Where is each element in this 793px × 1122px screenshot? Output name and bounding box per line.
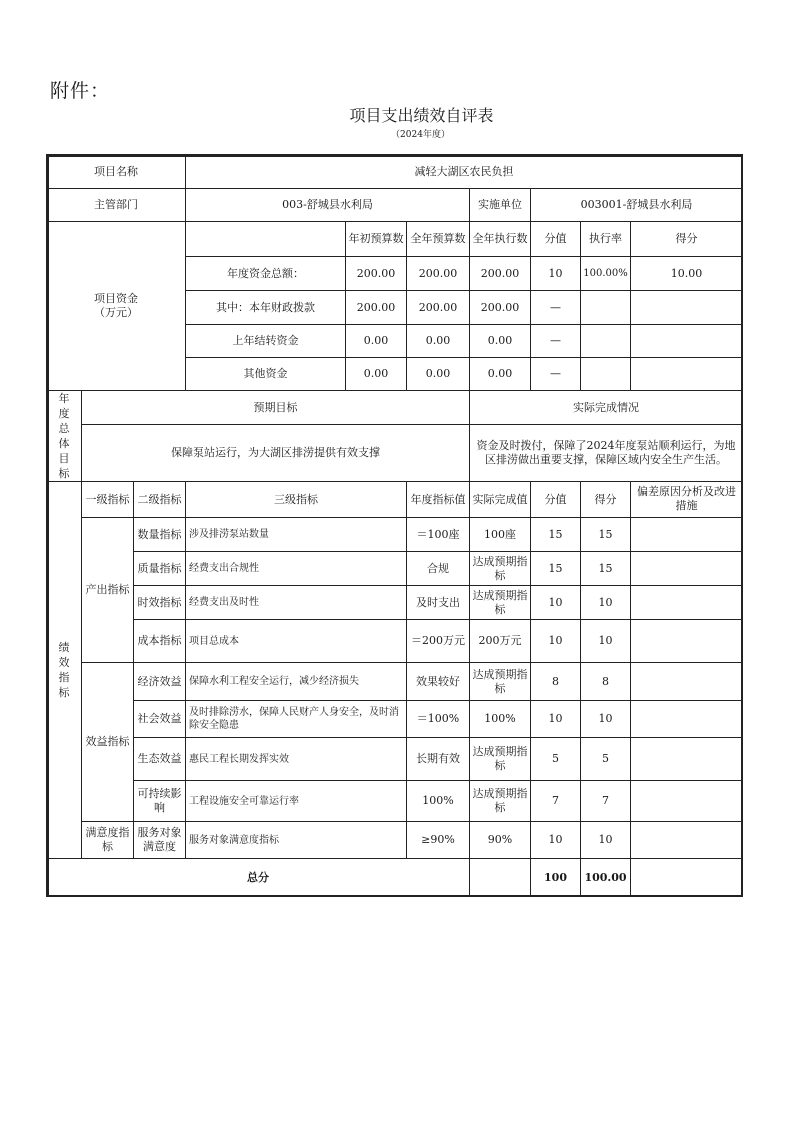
funds-cell-executed: 0.00 <box>469 357 531 391</box>
funds-cell-weight: — <box>530 290 581 325</box>
ind-level3: 涉及排涝泵站数量 <box>185 517 407 552</box>
funds-cell-weight: — <box>530 357 581 391</box>
total-blank <box>469 858 531 897</box>
funds-cell-rate <box>580 357 631 391</box>
total-remark <box>630 858 743 897</box>
funds-cell-annual: 200.00 <box>406 290 470 325</box>
ind-actual: 达成预期指标 <box>469 780 531 822</box>
ind-target: ＝100座 <box>406 517 470 552</box>
ind-remark <box>630 585 743 620</box>
funds-cell-rate <box>580 290 631 325</box>
ind-weight: 10 <box>530 700 581 738</box>
ind-level3: 保障水利工程安全运行，减少经济损失 <box>185 662 407 701</box>
funds-cell-rate <box>580 324 631 358</box>
funds-header-2: 全年执行数 <box>469 221 531 257</box>
funds-cell-initial: 0.00 <box>345 324 407 358</box>
goals-label: 年 度 总 体 目 标 <box>46 390 82 482</box>
ind-remark <box>630 619 743 663</box>
funds-cell-score: 10.00 <box>630 256 743 291</box>
funds-header-5: 得分 <box>630 221 743 257</box>
funds-row-name: 其中：本年财政拨款 <box>185 290 346 325</box>
project-name-value: 减轻大湖区农民负担 <box>185 154 743 189</box>
ind-weight: 15 <box>530 551 581 586</box>
ind-actual: 达成预期指标 <box>469 662 531 701</box>
funds-cell-annual: 0.00 <box>406 324 470 358</box>
ind-header-target: 年度指标值 <box>406 481 470 518</box>
ind-remark <box>630 517 743 552</box>
funds-cell-weight: — <box>530 324 581 358</box>
ind-remark <box>630 821 743 859</box>
ind-target: 效果较好 <box>406 662 470 701</box>
funds-cell-executed: 0.00 <box>469 324 531 358</box>
ind-target: ＝100% <box>406 700 470 738</box>
ind-actual: 200万元 <box>469 619 531 663</box>
ind-level2: 经济效益 <box>133 662 186 701</box>
ind-group-satisfaction: 满意度指标 <box>81 821 134 859</box>
ind-level3: 经费支出合规性 <box>185 551 407 586</box>
project-name-label: 项目名称 <box>46 154 186 189</box>
ind-header-level3: 三级指标 <box>185 481 407 518</box>
ind-level2: 数量指标 <box>133 517 186 552</box>
goals-expected-header: 预期目标 <box>81 390 470 425</box>
funds-row-name: 年度资金总额： <box>185 256 346 291</box>
funds-cell-initial: 200.00 <box>345 256 407 291</box>
ind-target: ＝200万元 <box>406 619 470 663</box>
ind-score: 10 <box>580 821 631 859</box>
funds-cell-initial: 0.00 <box>345 357 407 391</box>
ind-score: 5 <box>580 737 631 781</box>
ind-weight: 8 <box>530 662 581 701</box>
ind-weight: 10 <box>530 619 581 663</box>
ind-level3: 惠民工程长期发挥实效 <box>185 737 407 781</box>
ind-header-score: 得分 <box>580 481 631 518</box>
ind-score: 10 <box>580 700 631 738</box>
ind-level2: 社会效益 <box>133 700 186 738</box>
unit-label: 实施单位 <box>469 188 531 222</box>
unit-value: 003001-舒城县水利局 <box>530 188 743 222</box>
ind-actual: 90% <box>469 821 531 859</box>
funds-cell-annual: 200.00 <box>406 256 470 291</box>
ind-level3: 及时排除涝水，保障人民财产人身安全，及时消除安全隐患 <box>185 700 407 738</box>
funds-cell-initial: 200.00 <box>345 290 407 325</box>
ind-header-level1: 一级指标 <box>81 481 134 518</box>
ind-level3: 服务对象满意度指标 <box>185 821 407 859</box>
ind-score: 10 <box>580 619 631 663</box>
funds-header-0: 年初预算数 <box>345 221 407 257</box>
funds-header-3: 分值 <box>530 221 581 257</box>
ind-remark <box>630 737 743 781</box>
goals-expected: 保障泵站运行，为大湖区排涝提供有效支撑 <box>81 424 470 482</box>
ind-level2: 质量指标 <box>133 551 186 586</box>
funds-cell-score <box>630 357 743 391</box>
goals-actual-header: 实际完成情况 <box>469 390 743 425</box>
ind-level3: 经费支出及时性 <box>185 585 407 620</box>
page-subtitle: （2024年度） <box>391 130 450 140</box>
ind-target: ≥90% <box>406 821 470 859</box>
ind-remark <box>630 780 743 822</box>
ind-actual: 达成预期指标 <box>469 585 531 620</box>
ind-level2: 生态效益 <box>133 737 186 781</box>
ind-level2: 服务对象满意度 <box>133 821 186 859</box>
total-weight: 100 <box>530 858 581 897</box>
funds-row-name: 其他资金 <box>185 357 346 391</box>
ind-score: 10 <box>580 585 631 620</box>
funds-cell-annual: 0.00 <box>406 357 470 391</box>
funds-cell-executed: 200.00 <box>469 290 531 325</box>
ind-score: 7 <box>580 780 631 822</box>
dept-value: 003-舒城县水利局 <box>185 188 470 222</box>
ind-actual: 100座 <box>469 517 531 552</box>
ind-target: 及时支出 <box>406 585 470 620</box>
ind-header-actual: 实际完成值 <box>469 481 531 518</box>
ind-weight: 10 <box>530 585 581 620</box>
funds-row-name: 上年结转资金 <box>185 324 346 358</box>
total-score: 100.00 <box>580 858 631 897</box>
ind-weight: 7 <box>530 780 581 822</box>
ind-group-output: 产出指标 <box>81 517 134 663</box>
ind-group-benefit: 效益指标 <box>81 662 134 822</box>
ind-score: 8 <box>580 662 631 701</box>
total-label: 总分 <box>46 858 470 897</box>
ind-score: 15 <box>580 551 631 586</box>
indicators-label: 绩 效 指 标 <box>46 481 82 859</box>
funds-cell-score <box>630 290 743 325</box>
funds-label: 项目资金 （万元） <box>46 221 186 391</box>
ind-level3: 项目总成本 <box>185 619 407 663</box>
ind-actual: 100% <box>469 700 531 738</box>
ind-weight: 15 <box>530 517 581 552</box>
ind-target: 长期有效 <box>406 737 470 781</box>
ind-target: 合规 <box>406 551 470 586</box>
ind-score: 15 <box>580 517 631 552</box>
attachment-label: 附件： <box>50 80 111 102</box>
funds-header-blank <box>185 221 346 257</box>
ind-weight: 5 <box>530 737 581 781</box>
dept-label: 主管部门 <box>46 188 186 222</box>
ind-level2: 时效指标 <box>133 585 186 620</box>
ind-level2: 可持续影响 <box>133 780 186 822</box>
funds-cell-weight: 10 <box>530 256 581 291</box>
ind-target: 100% <box>406 780 470 822</box>
ind-header-remark: 偏差原因分析及改进措施 <box>630 481 743 518</box>
funds-header-1: 全年预算数 <box>406 221 470 257</box>
ind-remark <box>630 700 743 738</box>
funds-cell-executed: 200.00 <box>469 256 531 291</box>
funds-cell-score <box>630 324 743 358</box>
ind-level3: 工程设施安全可靠运行率 <box>185 780 407 822</box>
ind-weight: 10 <box>530 821 581 859</box>
ind-actual: 达成预期指标 <box>469 551 531 586</box>
ind-remark <box>630 662 743 701</box>
ind-header-weight: 分值 <box>530 481 581 518</box>
ind-level2: 成本指标 <box>133 619 186 663</box>
funds-header-4: 执行率 <box>580 221 631 257</box>
page-title: 项目支出绩效自评表 <box>349 106 494 125</box>
ind-actual: 达成预期指标 <box>469 737 531 781</box>
ind-header-level2: 二级指标 <box>133 481 186 518</box>
goals-actual: 资金及时拨付，保障了2024年度泵站顺利运行，为地区排涝做出重要支撑，保障区域内安全生产生活。 <box>469 424 743 482</box>
ind-remark <box>630 551 743 586</box>
funds-cell-rate: 100.00% <box>580 256 631 291</box>
